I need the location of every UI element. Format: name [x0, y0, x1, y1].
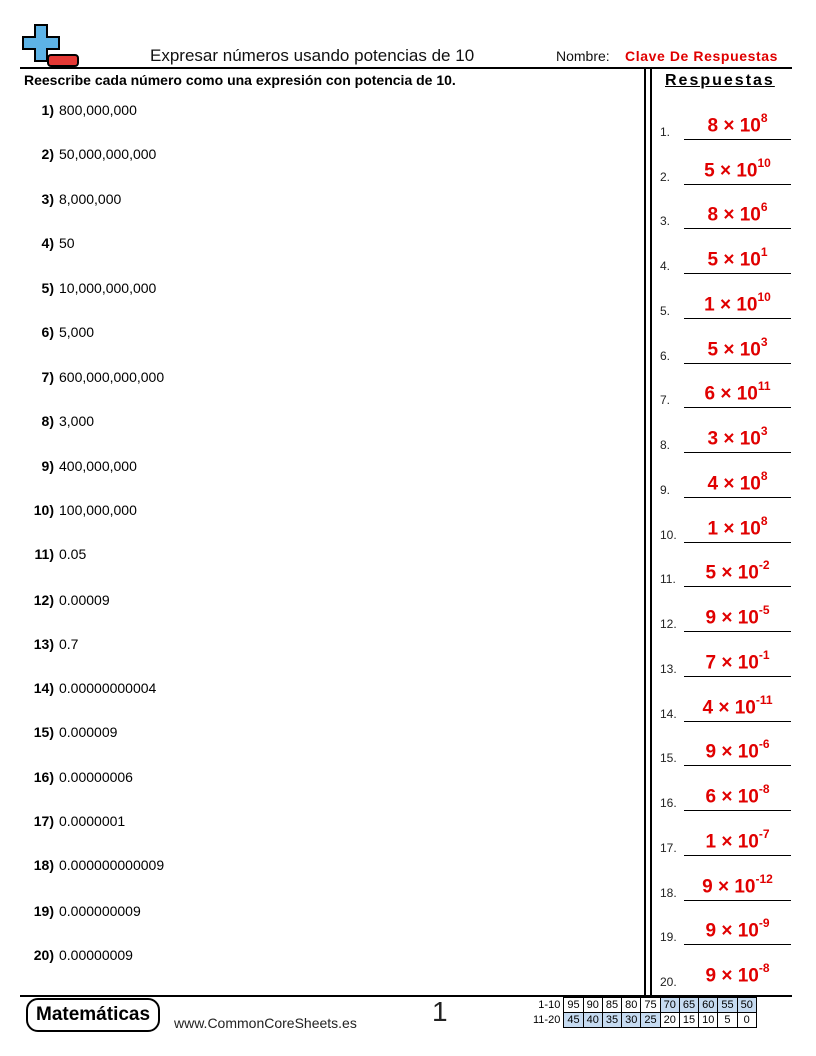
answer-exponent: -9	[758, 916, 770, 930]
answer-value: $8 \times 10^8$	[707, 111, 768, 137]
answer-value: $9 \times 10^{-6}$	[705, 737, 770, 763]
answer-label: 4.	[660, 259, 671, 273]
answer-line	[684, 407, 791, 408]
problem-item	[24, 769, 133, 785]
problem-item	[24, 458, 137, 474]
problem-item	[24, 724, 117, 740]
score-cell: 35	[602, 1013, 621, 1028]
answer-line	[684, 676, 791, 677]
answer-line	[684, 542, 791, 543]
answer-exponent: -1	[758, 648, 770, 662]
answer-line	[684, 631, 791, 632]
score-cell: 60	[699, 998, 718, 1013]
problem-text: 0.7	[59, 636, 79, 652]
problem-item	[24, 502, 137, 518]
score-cell: 25	[641, 1013, 660, 1028]
answer-label: 1.	[660, 125, 671, 139]
name-label: Nombre:	[556, 48, 610, 64]
answer-value: $1 \times 10^{-7}$	[705, 827, 770, 853]
problem-text: 0.000000009	[59, 903, 141, 919]
problem-number: 16)	[33, 769, 54, 785]
problem-text: 100,000,000	[59, 502, 137, 518]
answer-exponent: -5	[758, 603, 770, 617]
score-cell: 75	[641, 998, 660, 1013]
problem-number: 7)	[41, 369, 54, 385]
problem-item	[24, 680, 156, 696]
problem-text: 8,000,000	[59, 191, 122, 207]
footer-brand: Matemáticas	[26, 998, 160, 1032]
answer-line	[684, 273, 791, 274]
problem-item	[24, 947, 133, 963]
answer-line	[684, 855, 791, 856]
problem-number: 15)	[33, 724, 54, 740]
problem-number: 3)	[41, 191, 54, 207]
answer-value: $6 \times 10^{11}$	[704, 379, 771, 405]
problem-item	[24, 235, 75, 251]
problem-number: 5)	[41, 280, 54, 296]
answer-line	[684, 363, 791, 364]
score-cell: 45	[564, 1013, 583, 1028]
score-range: 11-20	[533, 1014, 561, 1026]
problem-item	[24, 903, 141, 919]
answer-line	[684, 452, 791, 453]
answer-exponent: 8	[760, 514, 768, 528]
problem-number: 14)	[33, 680, 54, 696]
answer-exponent: 3	[760, 424, 768, 438]
answer-exponent: 10	[757, 290, 771, 304]
problem-number: 18)	[33, 857, 54, 873]
answer-label: 17.	[660, 841, 677, 855]
answer-label: 9.	[660, 483, 671, 497]
problem-item	[24, 592, 110, 608]
problem-item	[24, 413, 94, 429]
problem-item	[24, 102, 137, 118]
problem-text: 50,000,000,000	[59, 146, 157, 162]
answer-label: 20.	[660, 975, 677, 989]
answer-value: $5 \times 10^{10}$	[704, 156, 771, 182]
answer-label: 8.	[660, 438, 671, 452]
problem-item	[24, 546, 86, 562]
score-cell: 0	[737, 1013, 756, 1028]
answer-label: 19.	[660, 930, 677, 944]
page-number: 1	[432, 996, 448, 1027]
answer-exponent: 10	[757, 156, 771, 170]
score-row	[530, 1013, 756, 1028]
problem-text: 5,000	[59, 324, 95, 340]
problem-text: 0.00000000004	[59, 680, 157, 696]
answer-value: $5 \times 10^3$	[707, 335, 768, 361]
problem-text: 50	[59, 235, 75, 251]
problem-number: 6)	[41, 324, 54, 340]
answer-value: $3 \times 10^3$	[707, 424, 768, 450]
answer-label: 5.	[660, 304, 671, 318]
answer-exponent: -8	[758, 782, 770, 796]
answer-exponent: -2	[758, 558, 770, 572]
answer-value: $5 \times 10^1$	[707, 245, 768, 271]
score-cell: 50	[737, 998, 756, 1013]
answer-label: 14.	[660, 707, 677, 721]
answer-label: 3.	[660, 214, 671, 228]
answer-exponent: -7	[758, 827, 770, 841]
score-row	[530, 998, 756, 1013]
score-cell: 85	[602, 998, 621, 1013]
answer-value: $9 \times 10^{-8}$	[705, 961, 770, 987]
problem-number: 13)	[33, 636, 54, 652]
answer-label: 11.	[660, 572, 676, 586]
problem-number: 9)	[41, 458, 54, 474]
answer-label: 15.	[660, 751, 677, 765]
answer-label: 18.	[660, 886, 677, 900]
answer-value: $6 \times 10^{-8}$	[705, 782, 770, 808]
score-cell: 70	[660, 998, 679, 1013]
score-cell: 40	[583, 1013, 602, 1028]
answer-line	[684, 721, 791, 722]
answer-value: $9 \times 10^{-12}$	[702, 872, 773, 898]
score-cell: 65	[679, 998, 698, 1013]
answer-value: $4 \times 10^{-11}$	[702, 693, 773, 719]
answer-exponent: -12	[755, 872, 773, 886]
answer-label: 6.	[660, 349, 671, 363]
problem-text: 0.000009	[59, 724, 118, 740]
score-cell: 95	[564, 998, 583, 1013]
score-cell: 10	[699, 1013, 718, 1028]
problem-number: 4)	[41, 235, 54, 251]
answer-value: $9 \times 10^{-5}$	[705, 603, 770, 629]
problem-number: 11)	[34, 546, 54, 562]
worksheet-title: Expresar números usando potencias de 10	[150, 46, 475, 65]
answer-value: $5 \times 10^{-2}$	[705, 558, 770, 584]
problem-item	[24, 369, 164, 385]
problem-number: 1)	[41, 102, 54, 118]
footer-site: www.CommonCoreSheets.es	[174, 1015, 357, 1031]
name-value: Clave De Respuestas	[625, 48, 779, 64]
answer-label: 16.	[660, 796, 677, 810]
problem-text: 0.0000001	[59, 813, 126, 829]
problem-text: 800,000,000	[59, 102, 137, 118]
problem-number: 8)	[41, 413, 54, 429]
answer-label: 12.	[660, 617, 677, 631]
problem-number: 20)	[33, 947, 54, 963]
problem-item	[24, 146, 156, 162]
answer-exponent: 11	[757, 379, 771, 393]
problem-number: 17)	[33, 813, 54, 829]
answers-title: Respuestas	[665, 72, 775, 89]
score-cell: 30	[622, 1013, 641, 1028]
answer-value: $1 \times 10^{10}$	[704, 290, 771, 316]
answer-exponent: 3	[760, 335, 768, 349]
answer-line	[684, 765, 791, 766]
answer-line	[684, 228, 791, 229]
problem-item	[24, 636, 78, 652]
problem-item	[24, 857, 164, 873]
problem-number: 10)	[33, 502, 54, 518]
answer-value: $8 \times 10^6$	[707, 200, 768, 226]
problem-text: 0.000000000009	[59, 857, 165, 873]
score-cell: 15	[679, 1013, 698, 1028]
problem-text: 0.05	[59, 546, 87, 562]
problem-text: 0.00000006	[59, 769, 133, 785]
plus-minus-logo-icon	[22, 24, 80, 68]
score-cell: 55	[718, 998, 737, 1013]
answer-line	[684, 184, 791, 185]
score-cell: 20	[660, 1013, 679, 1028]
column-divider	[650, 67, 652, 996]
answer-exponent: 8	[760, 111, 768, 125]
answer-line	[684, 318, 791, 319]
problem-item	[24, 813, 125, 829]
problem-number: 19)	[33, 903, 54, 919]
problem-item	[24, 324, 94, 340]
answer-exponent: 6	[760, 200, 768, 214]
problem-item	[24, 280, 156, 296]
problem-text: 400,000,000	[59, 458, 137, 474]
problem-text: 10,000,000,000	[59, 280, 157, 296]
score-table	[530, 997, 757, 1028]
problem-number: 12)	[33, 592, 54, 608]
problem-text: 600,000,000,000	[59, 369, 165, 385]
answer-line	[684, 810, 791, 811]
problem-item	[24, 191, 121, 207]
answer-value: $4 \times 10^8$	[707, 469, 768, 495]
answer-exponent: -8	[758, 961, 770, 975]
answer-line	[684, 139, 791, 140]
answer-value: $7 \times 10^{-1}$	[705, 648, 770, 674]
answer-value: $1 \times 10^8$	[707, 514, 768, 540]
answer-label: 10.	[660, 528, 677, 542]
header-rule	[20, 67, 792, 69]
answer-line	[684, 497, 791, 498]
answer-line	[684, 900, 791, 901]
score-cell: 90	[583, 998, 602, 1013]
answer-label: 13.	[660, 662, 677, 676]
score-cell: 5	[718, 1013, 737, 1028]
score-range: 1-10	[538, 999, 561, 1011]
answer-label: 7.	[660, 393, 671, 407]
answer-value: $9 \times 10^{-9}$	[705, 916, 770, 942]
answer-line	[684, 944, 791, 945]
answer-exponent: 1	[760, 245, 768, 259]
score-cell: 80	[622, 998, 641, 1013]
problem-text: 3,000	[59, 413, 95, 429]
instructions: Reescribe cada número como una expresión con potencia de 10.	[24, 72, 456, 88]
answer-line	[684, 586, 791, 587]
column-divider	[644, 67, 646, 996]
problem-number: 2)	[41, 146, 54, 162]
answer-exponent: -6	[758, 737, 770, 751]
answer-exponent: 8	[760, 469, 768, 483]
answer-exponent: -11	[755, 693, 773, 707]
problem-text: 0.00000009	[59, 947, 133, 963]
problem-text: 0.00009	[59, 592, 110, 608]
answer-label: 2.	[660, 170, 671, 184]
